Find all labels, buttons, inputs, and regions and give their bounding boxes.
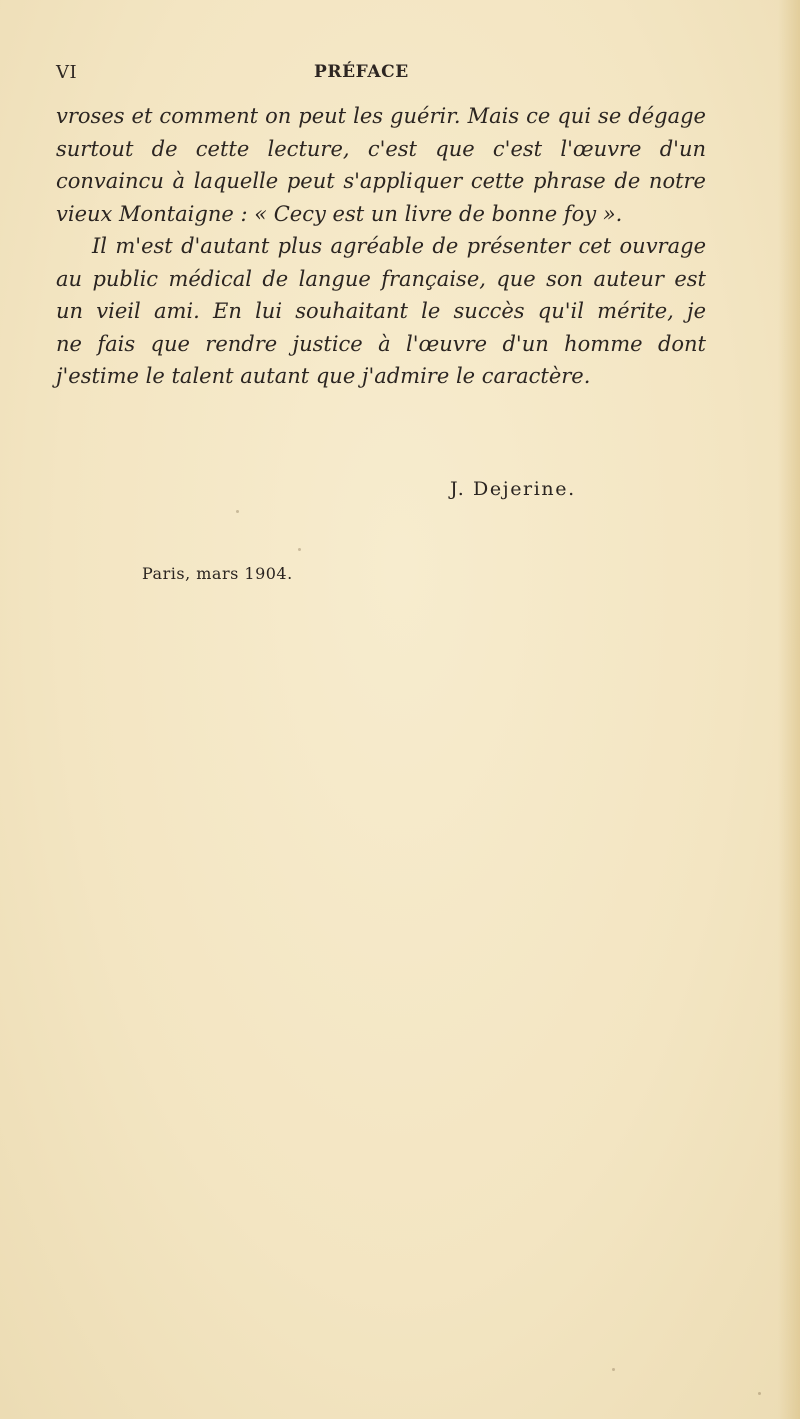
paper-speck — [758, 1392, 761, 1395]
page-number: VI — [56, 62, 78, 83]
paper-speck — [612, 1368, 615, 1371]
text-line: un vieil ami. En lui souhaitant le succès qu'il mérite, je — [56, 299, 706, 323]
page-edge-shadow — [778, 0, 800, 1419]
paper-speck — [298, 548, 301, 551]
running-title: PRÉFACE — [314, 62, 409, 82]
author-signature: J. Dejerine. — [450, 478, 576, 500]
text-line: Il m'est d'autant plus agréable de présenter cet ouvrage — [92, 234, 706, 258]
text-line: vroses et comment on peut les guérir. Mais ce qui se dégage — [56, 104, 706, 128]
text-line: j'estime le talent autant que j'admire le caractère. — [56, 364, 591, 388]
text-line: au public médical de langue française, que son auteur est — [56, 266, 706, 291]
text-line: convaincu à laquelle peut s'appliquer cette phrase de notre — [56, 169, 706, 193]
text-line: vieux Montaigne : « Cecy est un livre de bonne foy ». — [56, 201, 623, 226]
running-head — [56, 62, 696, 92]
paper-speck — [236, 510, 239, 513]
text-line: ne fais que rendre justice à l'œuvre d'un homme dont — [56, 331, 706, 356]
preface-text — [56, 100, 706, 393]
text-line: surtout de cette lecture, c'est que c'est l'œuvre d'un — [56, 136, 706, 161]
dateline: Paris, mars 1904. — [142, 564, 293, 583]
